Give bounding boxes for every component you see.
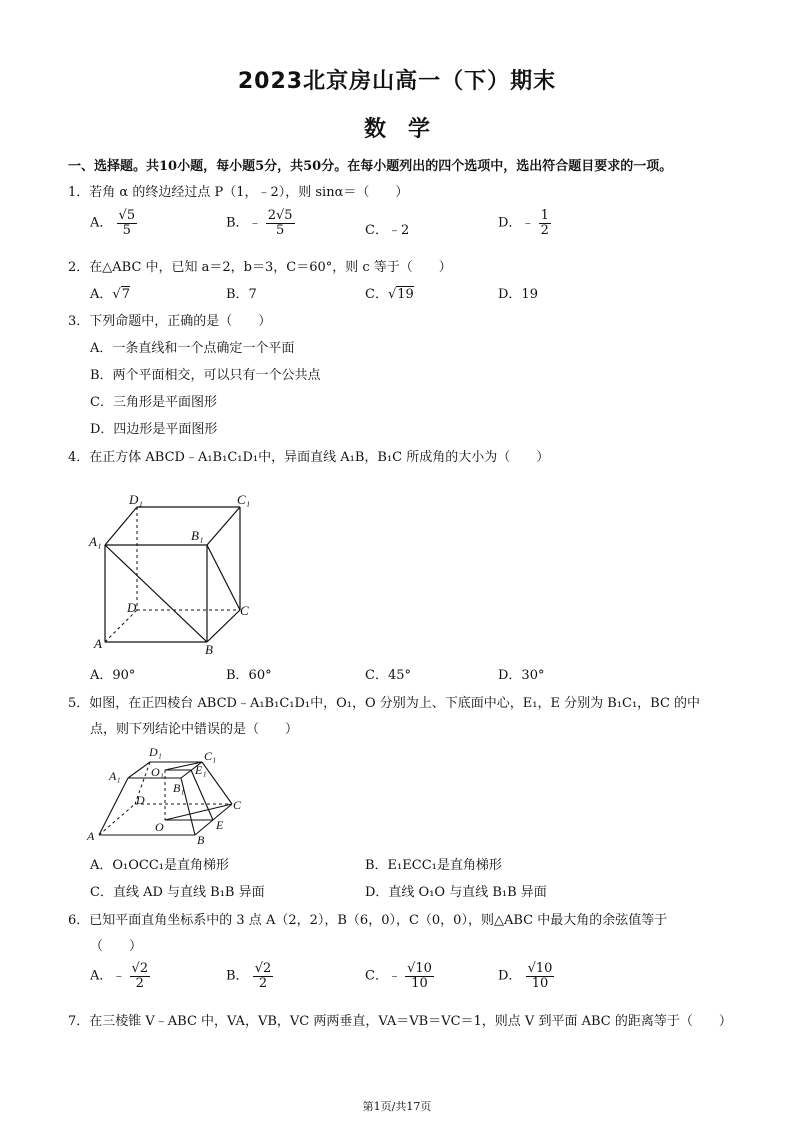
numerator: √2 <box>254 961 272 976</box>
question-5-option-b: B．E₁ECC₁是直角梯形 <box>365 858 502 873</box>
fraction <box>253 962 274 990</box>
sqrt-sign: √ <box>387 287 397 302</box>
question-1-stem: 1．若角 α 的终边经过点 P（1，﹣2），则 sinα＝（ ） <box>68 185 409 200</box>
question-5-option-d: D．直线 O₁O 与直线 B₁B 异面 <box>365 885 547 900</box>
option-label: C．﹣ <box>365 968 401 984</box>
question-3-option-c: C．三角形是平面图形 <box>90 395 217 410</box>
question-3-option-d: D．四边形是平面图形 <box>90 422 218 437</box>
numerator: √10 <box>407 961 432 976</box>
label-d: D <box>127 600 137 615</box>
fraction <box>539 209 551 237</box>
numerator: 2√5 <box>267 208 293 223</box>
hidden-edge-ad <box>99 804 135 835</box>
numerator: √10 <box>527 961 553 976</box>
option-label: B．﹣ <box>226 215 262 231</box>
denominator: 10 <box>411 975 428 991</box>
option-label: A． <box>90 215 113 231</box>
label-b1: B₁ <box>191 528 204 543</box>
label-b: B <box>197 833 205 845</box>
segment-a1b <box>105 545 207 642</box>
label-o1: O₁ <box>151 765 164 779</box>
denominator: 2 <box>258 975 268 991</box>
numerator: √2 <box>131 961 149 976</box>
label-a1: A₁ <box>109 769 121 783</box>
label-a: A <box>94 636 102 651</box>
numerator: √5 <box>118 208 136 223</box>
denominator: 2 <box>540 222 549 238</box>
question-4-option-c: C．45° <box>365 668 411 683</box>
question-1-option-b <box>226 209 295 237</box>
option-label: A． <box>90 287 113 302</box>
question-6-stem-line-2: （ ） <box>90 939 143 954</box>
section-heading: 一、选择题。共10小题，每小题5分，共50分。在每小题列出的四个选项中，选出符合题目要求的一项。 <box>68 159 673 174</box>
question-4-option-b: B．60° <box>226 668 272 683</box>
question-4-stem: 4．在正方体 ABCD﹣A₁B₁C₁D₁中，异面直线 A₁B，B₁C 所成角的大小为（ ） <box>68 450 550 465</box>
question-1-option-c: C．﹣2 <box>365 223 410 238</box>
label-a1: A₁ <box>89 534 102 549</box>
option-label: D．﹣ <box>498 215 535 231</box>
option-label: D． <box>498 968 522 984</box>
label-b: B <box>205 642 213 657</box>
label-e: E <box>216 818 224 832</box>
label-c: C <box>240 603 249 618</box>
question-2-option-d: D．19 <box>498 287 538 302</box>
question-4-option-d: D．30° <box>498 668 545 683</box>
question-1-option-d <box>498 209 551 237</box>
page-title: 2023北京房山高一（下）期末 <box>237 69 557 94</box>
question-5-option-c: C．直线 AD 与直线 B₁B 异面 <box>90 885 265 900</box>
question-7-stem: 7．在三棱锥 V﹣ABC 中，VA，VB，VC 两两垂直，VA＝VB＝VC＝1，则点 V 到平面 ABC 的距离等于（ ） <box>68 1014 732 1029</box>
question-2-option-b: B．7 <box>226 287 257 302</box>
denominator: 5 <box>122 222 131 238</box>
question-3-option-b: B．两个平面相交，可以只有一个公共点 <box>90 368 321 383</box>
label-d1: D₁ <box>129 492 143 507</box>
label-c: C <box>233 798 242 812</box>
option-label: B． <box>226 968 249 984</box>
label-d1: D₁ <box>149 745 162 759</box>
option-label: A．﹣ <box>90 968 126 984</box>
denominator: 10 <box>531 975 549 991</box>
question-4-option-a: A．90° <box>90 668 136 683</box>
fraction <box>405 962 434 990</box>
question-3-stem: 3．下列命题中，正确的是（ ） <box>68 314 272 329</box>
cube-figure <box>85 490 265 660</box>
question-6-option-d <box>498 962 554 990</box>
label-c1: C₁ <box>237 492 251 507</box>
radicand: 19 <box>397 287 414 302</box>
question-5-option-a: A．O₁OCC₁是直角梯形 <box>90 858 230 873</box>
fraction <box>266 209 295 237</box>
sqrt-sign: √ <box>112 287 121 302</box>
frustum-figure <box>85 740 255 845</box>
edge-bc <box>207 610 240 642</box>
label-b1: B₁ <box>173 781 185 795</box>
fraction <box>117 209 138 237</box>
page-footer: 第1页/共17页 <box>362 1100 432 1113</box>
denominator: 5 <box>275 222 285 238</box>
subject-title: 数 学 <box>363 117 430 142</box>
label-e1: E₁ <box>195 763 207 777</box>
option-label: C． <box>365 287 388 302</box>
segment-b1c <box>207 545 240 610</box>
question-6-stem-line-1: 6．已知平面直角坐标系中的 3 点 A（2，2），B（6，0），C（0，0），则△ABC 中最大角的余弦值等于 <box>68 913 668 928</box>
question-1-option-a <box>90 209 137 237</box>
question-2-stem: 2．在△ABC 中，已知 a＝2，b＝3，C＝60°，则 c 等于（ ） <box>68 260 452 275</box>
question-5-stem-line-1: 5．如图，在正四棱台 ABCD﹣A₁B₁C₁D₁中，O₁，O 分别为上、下底面中心，E₁，E 分别为 B₁C₁，BC 的中 <box>68 696 701 711</box>
fraction <box>130 962 151 990</box>
label-d: D <box>136 793 145 807</box>
numerator: 1 <box>540 208 549 223</box>
label-c1: C₁ <box>204 749 217 763</box>
question-3-option-a: A．一条直线和一个点确定一个平面 <box>90 341 295 356</box>
label-o: O <box>155 820 164 834</box>
edge-b1c1 <box>207 507 240 545</box>
question-6-option-a <box>90 962 150 990</box>
label-a: A <box>87 829 95 843</box>
radicand: 7 <box>121 287 130 302</box>
question-2-option-a <box>90 283 130 302</box>
edge-a1a <box>99 778 128 835</box>
fraction <box>526 962 555 990</box>
question-6-option-b <box>226 962 273 990</box>
edge-a1d1 <box>105 507 137 545</box>
question-6-option-c <box>365 962 434 990</box>
question-2-option-c <box>365 283 414 302</box>
question-5-stem-line-2: 点，则下列结论中错误的是（ ） <box>90 722 299 737</box>
denominator: 2 <box>135 975 144 991</box>
